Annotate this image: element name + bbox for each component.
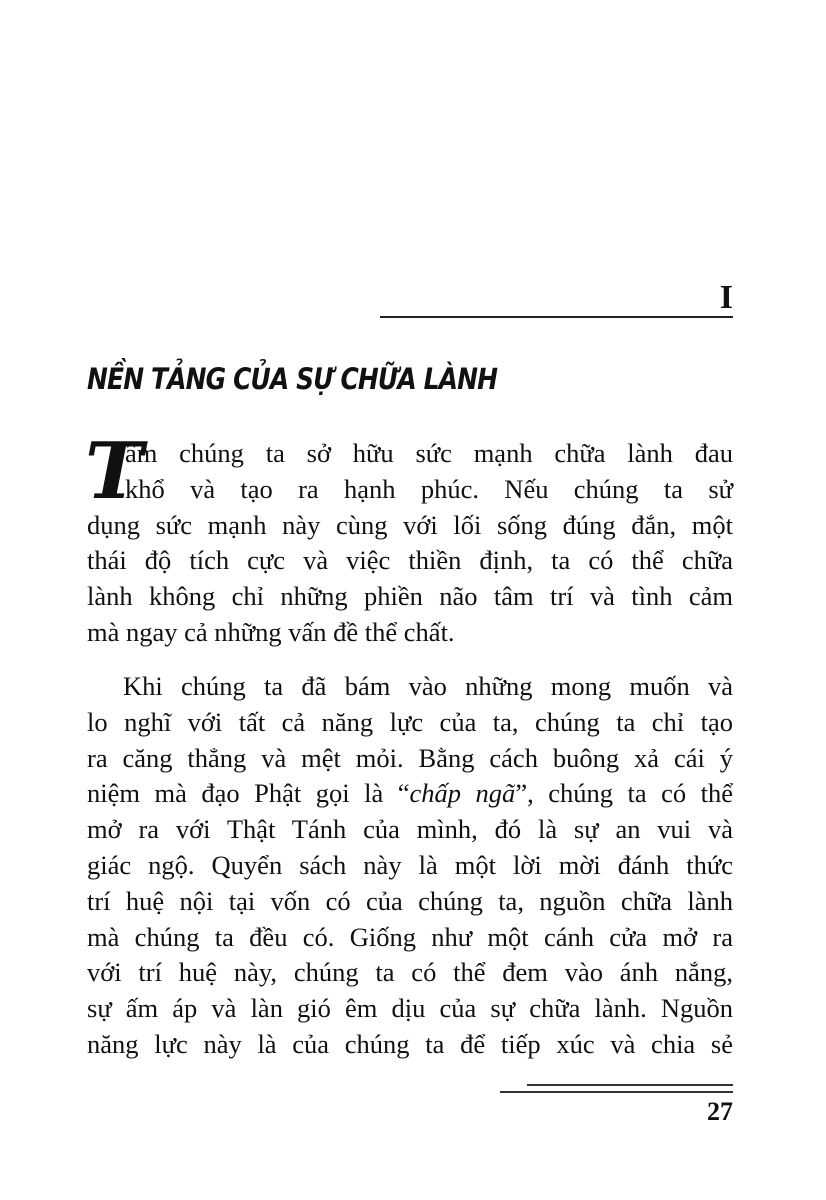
text-line: giác ngộ. Quyển sách này là một lời mời đánh thức: [87, 849, 733, 880]
text-line: [87, 776, 733, 812]
footer-rule: [527, 1084, 733, 1086]
paragraph-1: [85, 426, 733, 651]
text-line: ra căng thẳng và mệt mỏi. Bằng cách buông xả cái ý: [87, 742, 733, 773]
page-number: 27: [707, 1097, 733, 1126]
text-segment: niệm mà đạo Phật gọi là “: [87, 778, 410, 809]
text-line: mở ra với Thật Tánh của mình, đó là sự an vui và: [87, 814, 733, 845]
drop-cap: T: [85, 426, 144, 517]
text-line: mà chúng ta đều có. Giống như một cánh cửa mở ra: [87, 921, 733, 952]
chapter-number: I: [719, 279, 733, 316]
text-line: mà ngay cả những vấn đề thể chất.: [87, 616, 455, 647]
paragraph-2: [87, 669, 733, 1063]
chapter-title: NỀN TẢNG CỦA SỰ CHỮA LÀNH: [87, 362, 498, 396]
emphasis-term: chấp ngã: [409, 778, 516, 809]
text-line: khổ và tạo ra hạnh phúc. Nếu chúng ta sử: [125, 473, 733, 504]
text-line: trí huệ nội tại vốn có của chúng ta, nguồn chữa lành: [87, 885, 733, 916]
text-line: dụng sức mạnh này cùng với lối sống đúng đắn, một: [87, 509, 733, 540]
text-line: thái độ tích cực và việc thiền định, ta có thể chữa: [87, 545, 733, 576]
text-line: lo nghĩ với tất cả năng lực của ta, chúng ta chỉ tạo: [87, 706, 733, 737]
chapter-rule: [380, 316, 733, 318]
text-line: Khi chúng ta đã bám vào những mong muốn và: [123, 671, 733, 701]
footer-rule: [500, 1091, 733, 1093]
text-line: âm chúng ta sở hữu sức mạnh chữa lành đau: [125, 438, 733, 468]
text-line: với trí huệ này, chúng ta có thể đem vào ánh nắng,: [87, 957, 733, 988]
text-segment: ”, chúng ta có thể: [515, 778, 733, 809]
text-line: lành không chỉ những phiền não tâm trí và tình cảm: [87, 581, 733, 612]
text-line: năng lực này là của chúng ta để tiếp xúc và chia sẻ: [87, 1028, 733, 1059]
text-line: sự ấm áp và làn gió êm dịu của sự chữa lành. Nguồn: [87, 993, 733, 1024]
